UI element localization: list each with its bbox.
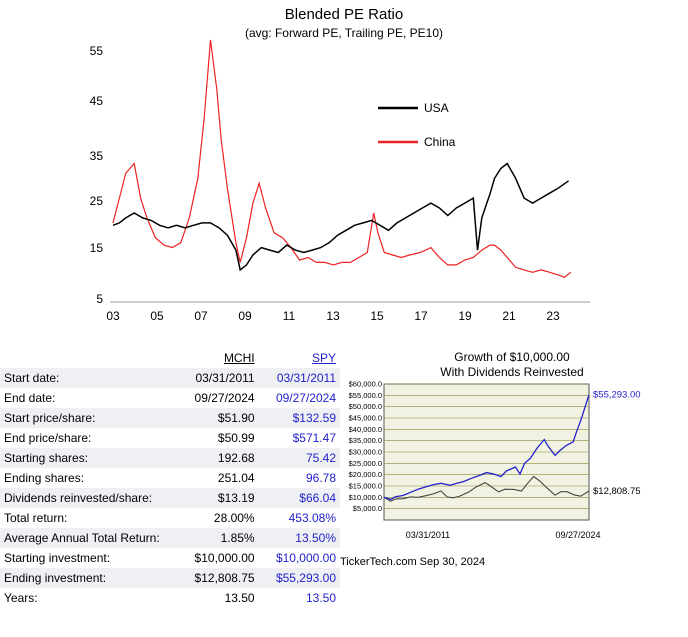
row-value-spy: $55,293.00 — [275, 571, 336, 585]
x-tick-09: 09 — [238, 309, 252, 323]
comparison-stats-table — [0, 348, 340, 608]
row-value-spy: 13.50 — [305, 591, 336, 605]
growth-y-tick: $10,000.0 — [348, 492, 382, 502]
row-label: Starting shares: — [4, 451, 89, 465]
row-value-spy: 96.78 — [305, 471, 336, 485]
x-tick-05: 05 — [150, 309, 164, 323]
growth-y-tick: $40,000.0 — [348, 424, 382, 434]
x-tick-21: 21 — [502, 309, 516, 323]
x-tick-23: 23 — [546, 309, 560, 323]
row-label: Ending shares: — [4, 471, 85, 485]
y-tick-25: 25 — [89, 194, 103, 208]
growth-chart — [336, 348, 688, 588]
growth-y-tick: $25,000.0 — [348, 458, 382, 468]
x-tick-15: 15 — [370, 309, 384, 323]
table-row — [0, 568, 340, 588]
series-line-china — [113, 40, 571, 277]
growth-end-date: 09/27/2024 — [555, 530, 601, 540]
table-row — [0, 528, 340, 548]
table-row — [0, 488, 340, 508]
row-value-spy: 13.50% — [295, 531, 336, 545]
growth-y-ticks — [349, 380, 382, 514]
x-tick-17: 17 — [414, 309, 428, 323]
column-header-mchi: MCHI — [223, 351, 255, 365]
table-header-row — [0, 348, 340, 368]
series-line-usa — [113, 164, 569, 270]
row-value-spy: $132.59 — [292, 411, 336, 425]
header-spacer — [0, 348, 175, 368]
growth-chart-svg — [336, 378, 688, 578]
row-value-mchi: $51.90 — [217, 411, 255, 425]
row-value-spy: 453.08% — [288, 511, 336, 525]
row-value-spy: 75.42 — [305, 451, 336, 465]
table-row — [0, 428, 340, 448]
row-value-spy: $66.04 — [299, 491, 336, 505]
row-value-mchi: 03/31/2011 — [195, 371, 255, 385]
y-tick-5: 5 — [96, 292, 103, 306]
column-header-spy: SPY — [311, 351, 336, 365]
y-tick-35: 35 — [89, 149, 103, 163]
growth-title: Growth of $10,000.00 — [454, 350, 570, 364]
row-label: Start price/share: — [4, 411, 96, 425]
row-value-mchi: $50.99 — [217, 431, 255, 445]
page-title: Blended PE Ratio — [284, 6, 404, 23]
row-value-mchi: 28.00% — [213, 511, 255, 525]
table-row — [0, 388, 340, 408]
table-row — [0, 588, 340, 608]
x-tick-11: 11 — [282, 309, 296, 323]
row-label: Starting investment: — [4, 551, 111, 565]
y-tick-45: 45 — [89, 94, 103, 108]
row-value-mchi: 1.85% — [220, 531, 255, 545]
x-tick-03: 03 — [106, 309, 120, 323]
row-value-mchi: 13.50 — [224, 591, 255, 605]
legend-label-usa: USA — [424, 101, 449, 115]
growth-y-tick: $30,000.0 — [348, 447, 382, 457]
growth-y-tick: $5,000.0 — [352, 504, 382, 514]
table-row — [0, 468, 340, 488]
y-tick-15: 15 — [89, 241, 103, 255]
growth-subtitle: With Dividends Reinvested — [440, 365, 584, 379]
footer-attribution: TickerTech.com Sep 30, 2024 — [340, 556, 486, 568]
legend-label-china: China — [424, 135, 456, 149]
row-label: Years: — [4, 591, 38, 605]
row-value-spy: $10,000.00 — [275, 551, 336, 565]
growth-y-tick: $60,000.0 — [348, 379, 382, 389]
row-value-mchi: $12,808.75 — [194, 571, 255, 585]
row-value-spy: 09/27/2024 — [275, 391, 336, 405]
table-row — [0, 548, 340, 568]
growth-y-tick: $15,000.0 — [348, 481, 382, 491]
y-tick-55: 55 — [89, 44, 103, 58]
growth-y-tick: $45,000.0 — [348, 413, 382, 423]
row-value-spy: 03/31/2011 — [276, 371, 336, 385]
chart-subtitle: (avg: Forward PE, Trailing PE, PE10) — [244, 26, 444, 40]
growth-end-label-spy: $55,293.00 — [593, 389, 641, 401]
row-value-mchi: 192.68 — [217, 451, 255, 465]
row-label: Start date: — [4, 371, 60, 385]
row-label: Average Annual Total Return: — [4, 531, 160, 545]
row-label: Dividends reinvested/share: — [4, 491, 153, 505]
row-label: End date: — [4, 391, 56, 405]
growth-start-date: 03/31/2011 — [405, 530, 451, 540]
growth-y-tick: $35,000.0 — [348, 436, 382, 446]
table-row — [0, 408, 340, 428]
growth-y-tick: $50,000.0 — [348, 402, 382, 412]
growth-y-tick: $55,000.0 — [348, 390, 382, 400]
table-row — [0, 448, 340, 468]
growth-end-label-mchi: $12,808.75 — [593, 486, 641, 497]
row-value-mchi: $10,000.00 — [194, 551, 255, 565]
row-value-mchi: 251.04 — [217, 471, 255, 485]
row-label: Total return: — [4, 511, 68, 525]
row-value-spy: $571.47 — [292, 431, 336, 445]
x-tick-07: 07 — [194, 309, 208, 323]
table-row — [0, 508, 340, 528]
growth-y-tick: $20,000.0 — [348, 470, 382, 480]
row-label: End price/share: — [4, 431, 92, 445]
row-value-mchi: 09/27/2024 — [194, 391, 255, 405]
row-label: Ending investment: — [4, 571, 107, 585]
table-row — [0, 368, 340, 388]
x-tick-13: 13 — [326, 309, 340, 323]
row-value-mchi: $13.19 — [217, 491, 255, 505]
x-tick-19: 19 — [458, 309, 472, 323]
